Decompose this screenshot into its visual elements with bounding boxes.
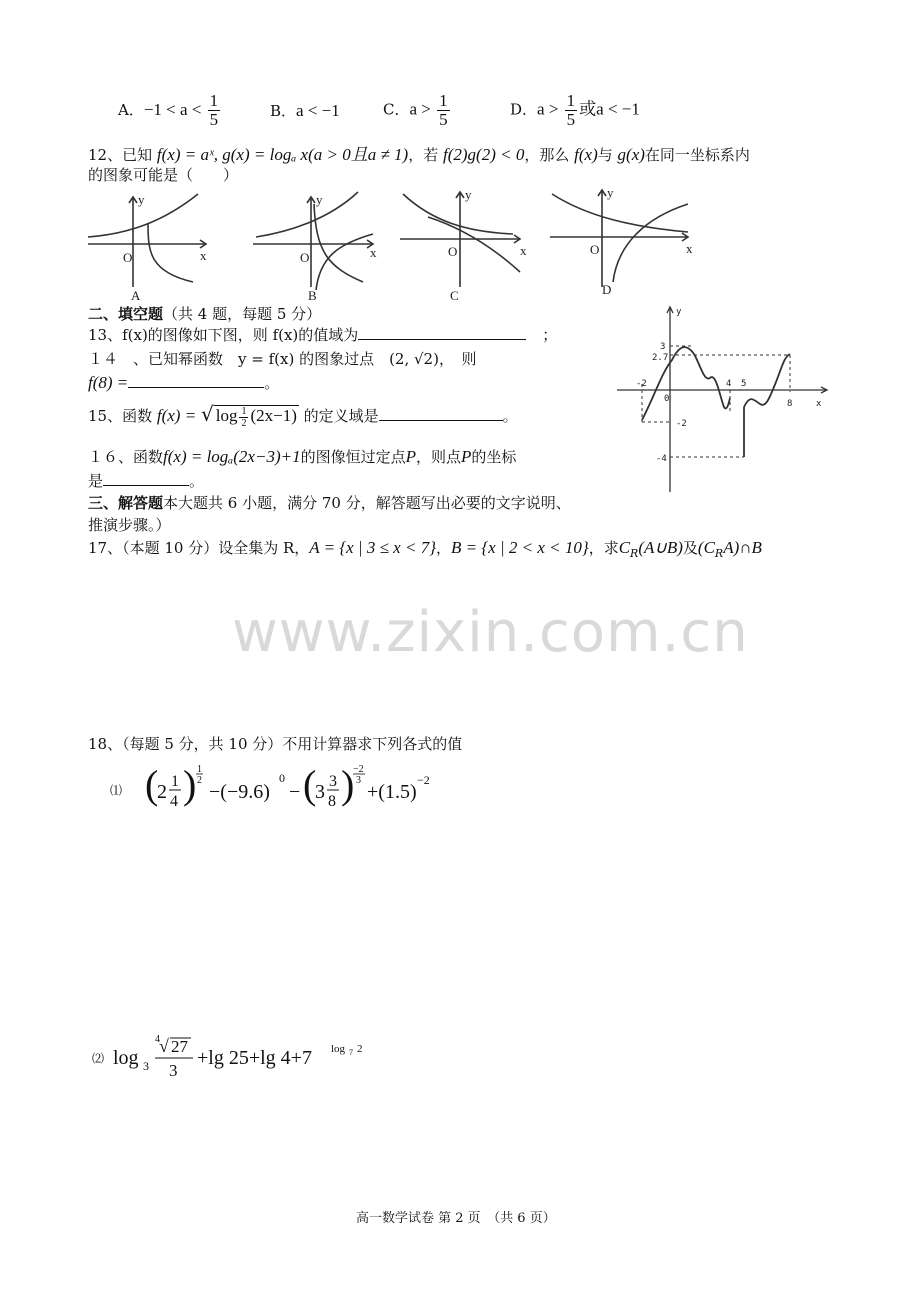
q18-part2-formula [109,1030,369,1086]
graph13-tick-neg4: -4 [656,454,667,464]
svg-text:8: 8 [327,793,336,810]
q14-line1: １４ 、已知幂函数 y = f(x) 的图象过点 (2, √2)， 则 [88,350,477,368]
graph-c-origin: O [448,244,458,259]
svg-text:2: 2 [196,775,202,786]
q18-part1: ⑴ ( 2 1 4 ) 1 2 −(−9.6) 0 − ( 3 3 8 ) −2 3 +(1.5) −2 [110,762,427,818]
section2-heading: 二、填空题（共 4 题，每题 5 分） [88,305,322,323]
svg-text:2: 2 [356,1043,363,1055]
svg-text:log: log [330,1043,345,1055]
graph-b-origin: O [300,250,310,265]
q17: 17、（本题 10 分）设全集为 R，A = {x | 3 ≤ x < 7}，B = {x | 2 < x < 10}，求$C_R(A\cup B)$及$(C_RA)\cap B$ [88,538,762,560]
graph13-y-label: y [676,307,682,317]
svg-text:): ) [340,762,355,807]
svg-text:0: 0 [278,771,285,785]
svg-text:−(−9.6): −(−9.6) [208,781,270,803]
graph-b-y-label: y [316,192,323,207]
svg-text:−2: −2 [416,773,430,787]
graph-a-x-label: x [200,248,207,263]
graph-d-y-label: y [607,185,614,200]
svg-text:2: 2 [156,781,167,803]
graph13-tick-neg2y: -2 [676,419,687,429]
svg-text:7: 7 [348,1048,353,1057]
section3-note2: 推演步骤。） [88,516,171,534]
graph-a-y-label: y [138,192,145,207]
q11-option-a: A．−1 < a < $\frac{1}{5}$ [118,91,219,129]
graph13-x-label: x [816,399,822,409]
svg-text:3: 3 [314,781,325,803]
graph-label-b: B [308,288,317,303]
svg-text:3: 3 [328,773,337,790]
svg-text:4: 4 [169,793,178,810]
graph13-tick-neg2: -2 [636,379,647,389]
graph-d-x-label: x [686,241,693,256]
q18-part2: ⑵ log 3 4 √ 27 3 +lg 25+lg 4+7 log 7 2 [92,1030,369,1086]
svg-text:−2: −2 [352,764,364,775]
graph-label-a: A [131,288,141,303]
q12-graph-b [253,192,373,290]
svg-text:3: 3 [168,1061,178,1080]
graph13-tick-5: 5 [741,379,747,389]
svg-text:1: 1 [170,773,179,790]
page-footer: 高一数学试卷 第 2 页 （共 6 页） [356,1211,556,1226]
q11-option-b: B．a < −1 [270,101,340,120]
graph13-tick-3: 3 [660,342,666,352]
q13: 13、f(x)的图像如下图，则 f(x)的值域为 ； [88,326,558,344]
q15: 15、函数 f(x) = √ log $\frac{1}{2}$ (2x−1) 的定义域是 。 [88,402,518,429]
svg-text:3: 3 [142,1059,149,1073]
graph-a-origin: O [123,250,133,265]
graph-c-y-label: y [465,187,472,202]
svg-text:1: 1 [196,764,202,775]
q14-line2: f(8) = 。 [88,373,280,392]
q16-line2: 是 。 [88,472,205,490]
svg-text:3: 3 [355,775,361,786]
svg-text:+(1.5): +(1.5) [366,781,417,803]
q12-graph-c [400,192,520,287]
q18-part1-formula [127,762,430,818]
svg-text:−: − [288,781,301,803]
watermark: www.zixin.com.cn [232,600,749,665]
q11-option-d: D．a > $\frac{1}{5}$ 或a < −1 [510,91,640,129]
svg-text:4: 4 [154,1034,160,1045]
svg-text:(: ( [144,762,159,807]
q12-graphs [88,182,698,302]
q11-options [118,92,222,129]
graph-b-x-label: x [370,245,377,260]
graph-label-c: C [450,288,459,303]
graph13-origin: 0 [664,394,670,404]
q12-graph-d [550,190,688,287]
q13-graph [612,302,832,496]
graph-c-x-label: x [520,243,527,258]
q16-line1: １６、函数f(x) = logₐ(2x−3)+1的图像恒过定点P，则点P的坐标 [88,447,517,466]
q12-graph-a [88,194,206,287]
svg-text:27: 27 [170,1037,188,1056]
graph13-tick-2-7: 2.7 [652,353,669,363]
graph-label-d: D [602,282,612,297]
graph13-tick-8: 8 [787,399,793,409]
graph13-tick-4: 4 [726,379,732,389]
q11-option-c: C．a > $\frac{1}{5}$ [383,91,448,129]
svg-text:): ) [182,762,197,807]
svg-text:+lg 25+lg 4+7: +lg 25+lg 4+7 [196,1047,312,1069]
q12-line2: 的图象可能是（ ） [88,166,239,184]
q18-heading: 18、（每题 5 分，共 10 分）不用计算器求下列各式的值 [88,735,463,753]
q12-line1: 12、已知 f(x) = aˣ, g(x) = logₐ x(a > 0且a ≠ 1)，若 f(2)g(2) < 0，那么 f(x)与 g(x)在同一坐标系内 [88,145,750,164]
svg-text:(: ( [302,762,317,807]
svg-text:log: log [112,1047,139,1069]
svg-text:√: √ [158,1036,169,1056]
graph-d-origin: O [590,242,600,257]
section3-heading: 三、解答题本大题共 6 小题，满分 70 分，解答题写出必要的文字说明、 [88,494,571,512]
